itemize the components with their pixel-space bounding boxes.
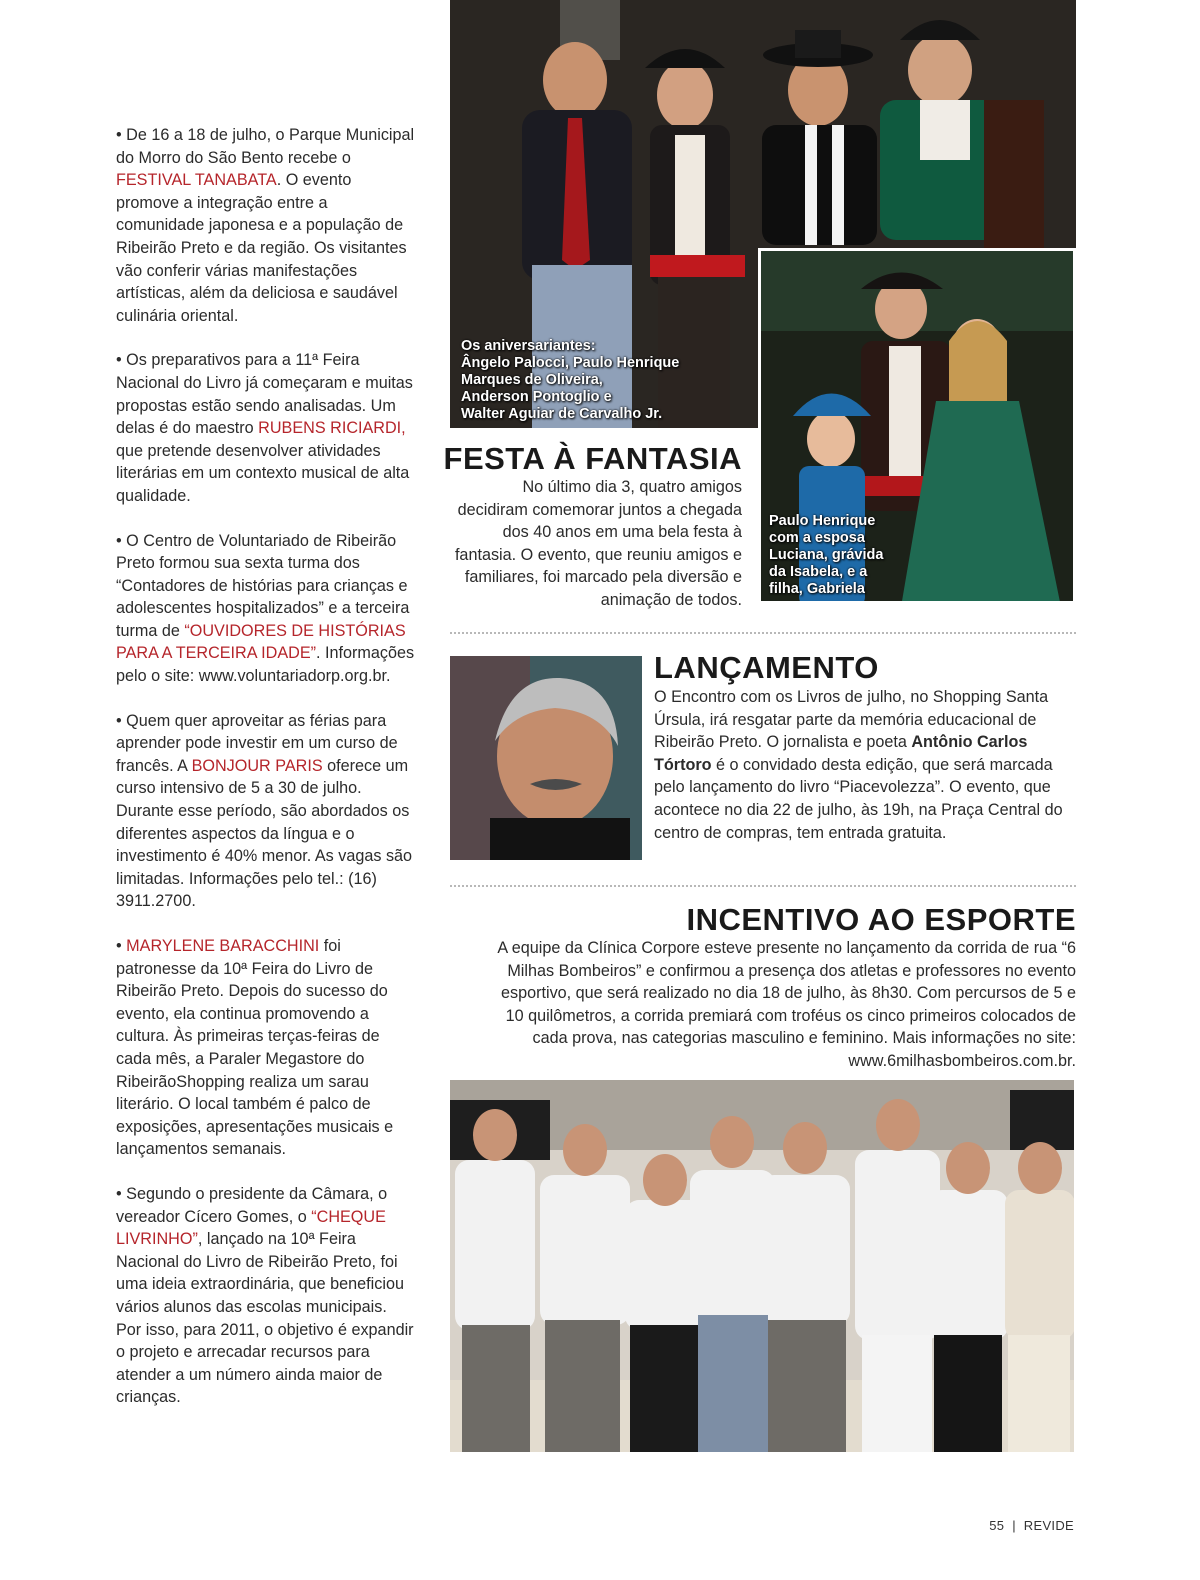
news-text: • Quem quer aproveitar as férias para aprender pode investir em um curso de francês. A [116, 711, 398, 775]
left-column [116, 124, 416, 1431]
page-number: 55 [989, 1518, 1005, 1533]
news-item [116, 710, 416, 913]
caption-line: Marques de Oliveira, [461, 372, 603, 388]
news-text: • Segundo o presidente da Câmara, o vereador Cícero Gomes, o [116, 1184, 388, 1226]
lancamento-guest-name: Antônio Carlos Tórtoro [654, 733, 1028, 774]
caption-line: Walter Aguiar de Carvalho Jr. [461, 406, 663, 422]
lancamento-title: LANÇAMENTO [654, 650, 879, 685]
news-text: foi patronesse da 10ª Feira do Livro de Ribeirão Preto. Depois do sucesso do evento, ela continua promovendo a cultura. Às primeiras terças-feiras de cada mês, a Paraler Megastore do RibeirãoShopping realiza um sarau literário. O local também é palco de exposições, apresentações musicais e lançamentos semanais. [116, 937, 394, 1159]
caption-line: Os aniversariantes: [461, 338, 596, 354]
caption-line: Anderson Pontoglio e [461, 389, 612, 405]
news-text: • O Centro de Voluntariado de Ribeirão Preto formou sua sexta turma dos “Contadores de histórias para crianças e adolescentes hospitalizados” e a terceira turma de [116, 531, 410, 640]
news-text: oferece um curso intensivo de 5 a 30 de julho. Durante esse período, são abordados os diferentes aspectos da língua e o investimento é 40% menor. As vagas são limitadas. Informações pelo tel.: (16) 3911.2700. [116, 756, 413, 911]
page-footer [989, 1518, 1074, 1533]
esporte-title: INCENTIVO AO ESPORTE [686, 902, 1076, 937]
news-item [116, 349, 416, 507]
portrait-illustration [450, 656, 642, 860]
highlighted-name: FESTIVAL TANABATA [116, 171, 277, 190]
news-item [116, 530, 416, 688]
news-item [116, 935, 416, 1161]
highlighted-name: MARYLENE BARACCHINI [126, 937, 320, 955]
esporte-text: A equipe da Clínica Corpore esteve presente no lançamento da corrida de rua “6 Milhas Bombeiros” e confirmou a presença dos atletas e professores no evento esportivo, que será realizado no dia 18 de julho, às 8h30. Com percursos de 5 e 10 quilômetros, a corrida premiará com troféus os cinco primeiros colocados de cada prova, nas categorias masculino e feminino. Mais informações no site: www.6milhasbombeiros.com.br. [497, 939, 1076, 1070]
lancamento-text [654, 686, 1064, 844]
news-text: • [116, 937, 127, 955]
caption-line: Ângelo Palocci, Paulo Henrique [461, 355, 680, 371]
festa-text: No último dia 3, quatro amigos decidiram comemorar juntos a chegada dos 40 anos em uma bela festa à fantasia. O evento, que reuniu amigos e familiares, foi marcado pela diversão e animação de todos. [454, 478, 742, 609]
lancamento-portrait-photo [450, 656, 642, 860]
news-text: • Os preparativos para a 11ª Feira Nacional do Livro já começaram e muitas propostas estão sendo analisadas. Um delas é do maestro [116, 351, 413, 438]
news-text: . Informações pelo o site: www.voluntariadorp.org.br. [116, 644, 415, 686]
news-text: . O evento promove a integração entre a comunidade japonesa e a população de Ribeirão Preto e da região. Os visitantes vão conferir várias manifestações artísticas, além da deliciosa e saudável culinária oriental. [116, 171, 407, 325]
divider-2 [450, 885, 1076, 887]
news-text: • De 16 a 18 de julho, o Parque Municipal do Morro do São Bento recebe o [116, 126, 415, 167]
highlighted-name: “CHEQUE LIVRINHO” [116, 1207, 386, 1249]
family-photo-caption [769, 513, 949, 598]
lancamento-text-before: O Encontro com os Livros de julho, no Shopping Santa Úrsula, irá resgatar parte da memória educacional de Ribeirão Preto. O jornalista e poeta [654, 688, 1049, 752]
news-item [116, 1183, 416, 1409]
news-text: , lançado na 10ª Feira Nacional do Livro de Ribeirão Preto, foi uma ideia extraordinária, que beneficiou vários alunos das escolas municipais. Por isso, para 2011, o objetivo é expandir o projeto e arrecadar recursos para atender a um número ainda maior de crianças. [116, 1230, 414, 1407]
caption-line: com a esposa [769, 530, 865, 546]
festa-title: FESTA À FANTASIA [443, 441, 742, 476]
festa-family-photo [758, 248, 1076, 604]
news-item [116, 124, 416, 327]
esporte-team-photo [450, 1080, 1074, 1452]
highlighted-name: “OUVIDORES DE HISTÓRIAS PARA A TERCEIRA IDADE” [116, 621, 406, 663]
caption-line: da Isabela, e a [769, 564, 868, 580]
footer-separator: | [1012, 1518, 1016, 1533]
caption-line: Paulo Henrique [769, 513, 876, 529]
caption-line: Luciana, grávida [769, 547, 884, 563]
divider-1 [450, 632, 1076, 634]
lancamento-text-after: é o convidado desta edição, que será marcada pelo lançamento do livro “Piacevolezza”. O evento, que acontece no dia 22 de julho, às 19h, na Praça Central do centro de compras, tem entrada gratuita. [654, 755, 1063, 842]
highlighted-name: RUBENS RICIARDI, [258, 419, 406, 438]
highlighted-name: BONJOUR PARIS [191, 756, 323, 775]
team-illustration [450, 1080, 1074, 1452]
magazine-name: REVIDE [1023, 1518, 1074, 1533]
news-text: que pretende desenvolver atividades literárias em um contexto musical de alta qualidade. [116, 441, 410, 505]
festa-photo-caption [461, 338, 711, 423]
caption-line: filha, Gabriela [769, 581, 865, 597]
